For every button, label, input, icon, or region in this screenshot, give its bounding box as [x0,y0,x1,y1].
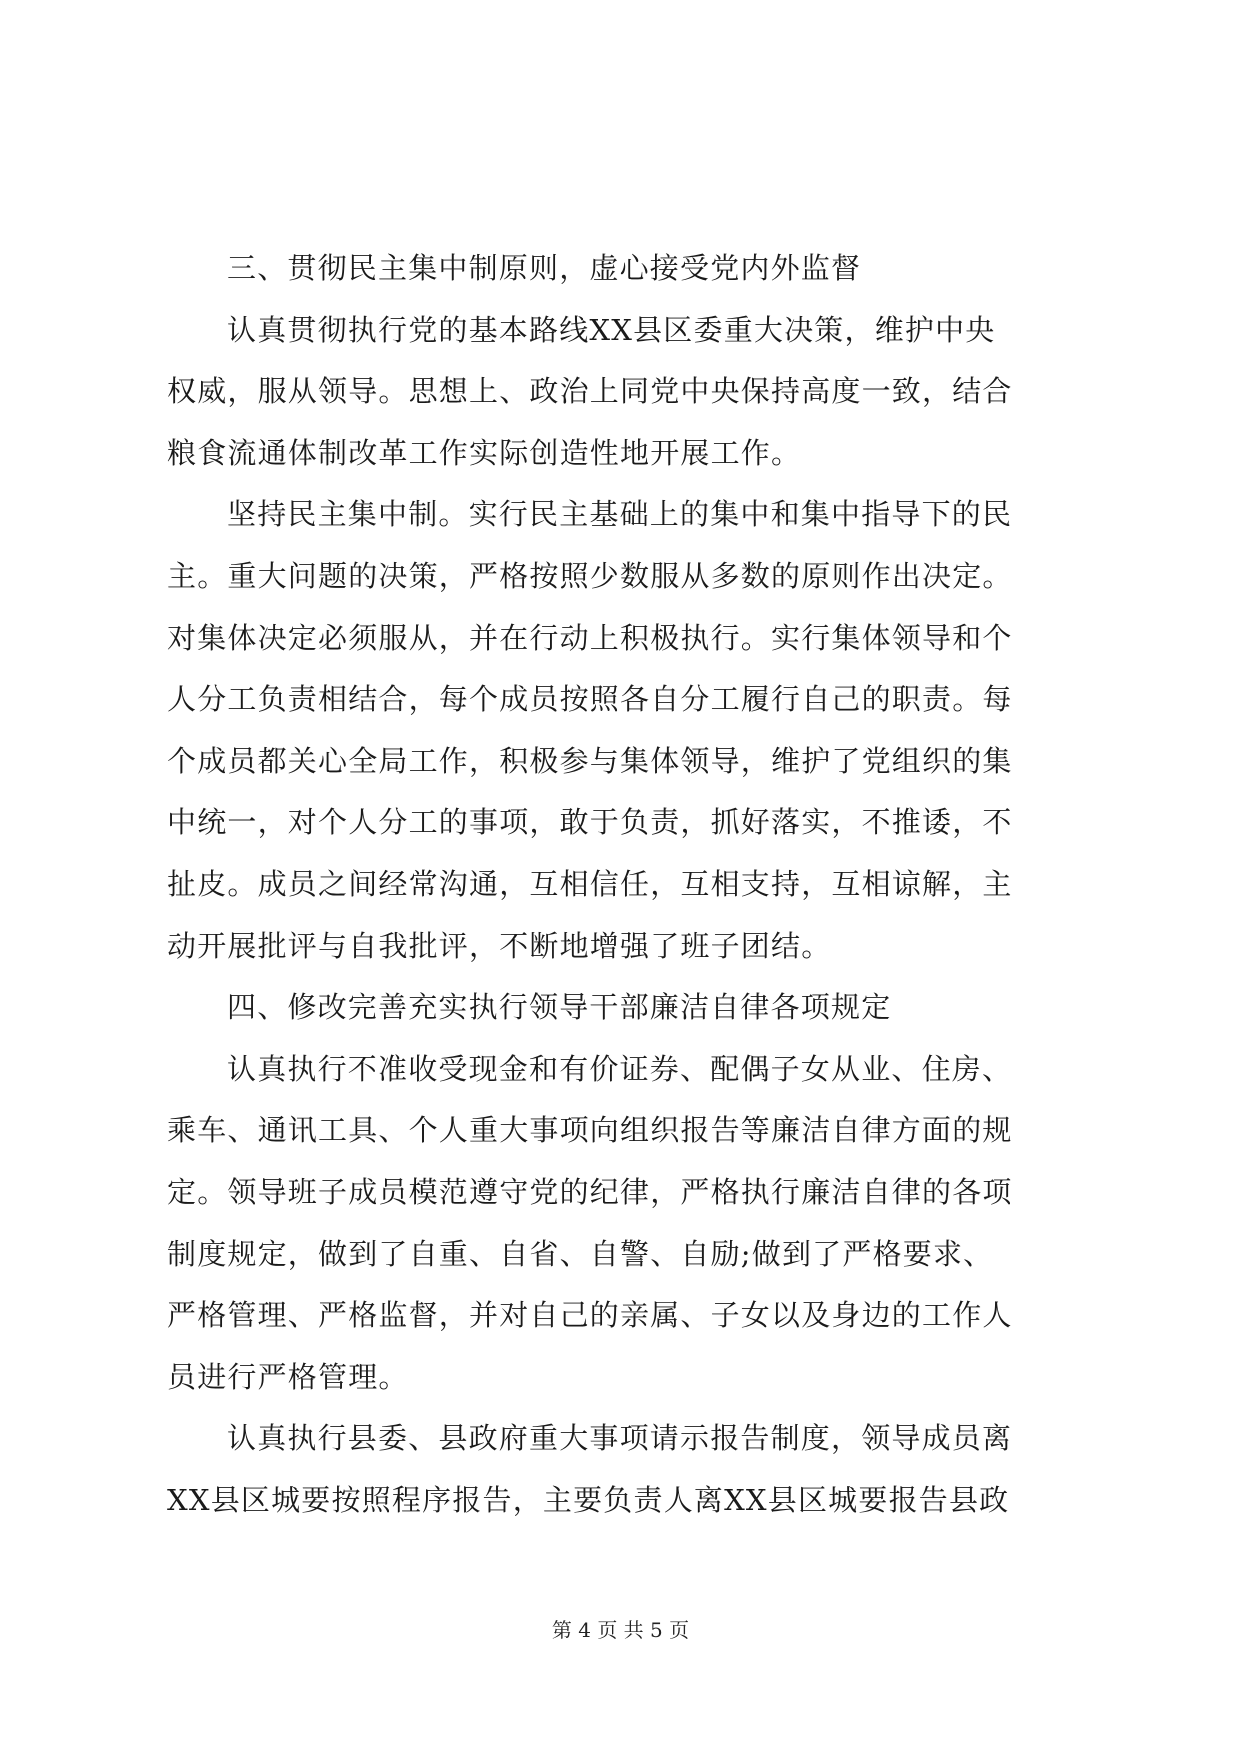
paragraph-line: XX县区城要按照程序报告，主要负责人离XX县区城要报告县政 [167,1482,1010,1517]
paragraph-line: 认真贯彻执行党的基本路线XX县区委重大决策，维护中央 [227,312,996,347]
paragraph-line: 中统一，对个人分工的事项，敢于负责，抓好落实，不推诿，不 [167,805,1013,840]
paragraph-line: 员进行严格管理。 [167,1359,409,1394]
section-heading-4: 四、修改完善充实执行领导干部廉洁自律各项规定 [227,990,892,1025]
paragraph-line: 坚持民主集中制。实行民主基础上的集中和集中指导下的民 [227,497,1013,532]
paragraph-line: 对集体决定必须服从，并在行动上积极执行。实行集体领导和个 [167,620,1013,655]
body-text [167,238,1082,1531]
paragraph-line: 认真执行县委、县政府重大事项请示报告制度，领导成员离 [227,1421,1013,1456]
paragraph-line: 扯皮。成员之间经常沟通，互相信任，互相支持，互相谅解，主 [167,866,1013,901]
paragraph-line: 严格管理、严格监督，并对自己的亲属、子女以及身边的工作人 [167,1298,1013,1333]
paragraph-line: 粮食流通体制改革工作实际创造性地开展工作。 [167,435,802,470]
paragraph-line: 人分工负责相结合，每个成员按照各自分工履行自己的职责。每 [167,682,1013,717]
paragraph-line: 制度规定，做到了自重、自省、自警、自励;做到了严格要求、 [167,1236,994,1271]
paragraph-line: 权威，服从领导。思想上、政治上同党中央保持高度一致，结合 [167,374,1013,409]
paragraph-line: 定。领导班子成员模范遵守党的纪律，严格执行廉洁自律的各项 [167,1174,1013,1209]
paragraph-line: 个成员都关心全局工作，积极参与集体领导，维护了党组织的集 [167,743,1013,778]
paragraph-line: 乘车、通讯工具、个人重大事项向组织报告等廉洁自律方面的规 [167,1113,1013,1148]
section-heading-3: 三、贯彻民主集中制原则，虚心接受党内外监督 [227,251,862,285]
page-number-footer: 第 4 页 共 5 页 [551,1618,690,1642]
paragraph-line: 认真执行不准收受现金和有价证券、配偶子女从业、住房、 [227,1051,1013,1086]
paragraph-line: 动开展批评与自我批评，不断地增强了班子团结。 [167,928,832,963]
paragraph-line: 主。重大问题的决策，严格按照少数服从多数的原则作出决定。 [167,558,1013,593]
